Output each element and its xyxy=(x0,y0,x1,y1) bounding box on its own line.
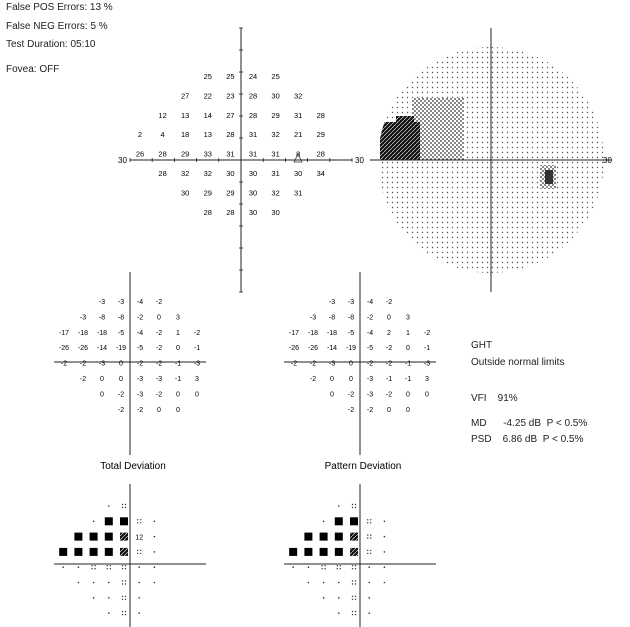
prob-symbol-p2 xyxy=(122,580,126,584)
deviation-value: -3 xyxy=(347,299,355,306)
prob-symbol-p05 xyxy=(335,548,343,556)
prob-symbol-normal xyxy=(308,566,310,568)
threshold-value: 30 xyxy=(226,169,235,178)
prob-symbol-normal xyxy=(323,521,325,523)
prob-symbol-normal xyxy=(384,551,386,553)
prob-symbol-p05 xyxy=(289,548,297,556)
total-deviation-map xyxy=(54,272,206,472)
prob-symbol-p1 xyxy=(120,533,128,541)
pattern-deviation-probability-map xyxy=(284,484,436,627)
deviation-value: 0 xyxy=(425,391,429,399)
deviation-value: -18 xyxy=(307,329,319,337)
deviation-value: -8 xyxy=(98,314,106,322)
threshold-value: 25 xyxy=(226,72,235,81)
psd-value: PSD 6.86 dB P < 0.5% xyxy=(471,434,584,445)
prob-symbol-p05 xyxy=(105,533,113,541)
deviation-value: -26 xyxy=(288,345,300,353)
deviation-value: -1 xyxy=(174,360,182,368)
prob-symbol-p05 xyxy=(320,533,328,541)
deviation-value: -3 xyxy=(98,360,106,368)
deviation-value: 0 xyxy=(387,314,391,322)
threshold-value: 14 xyxy=(203,110,212,120)
prob-symbol-normal xyxy=(93,597,95,599)
threshold-value: 30 xyxy=(271,91,280,101)
prob-symbol-normal xyxy=(154,566,156,568)
prob-symbol-normal xyxy=(108,597,110,599)
prob-symbol-p05 xyxy=(105,517,113,525)
deviation-value: -8 xyxy=(328,314,336,322)
threshold-value: 27 xyxy=(226,110,235,120)
deviation-value: -3 xyxy=(98,299,106,306)
prob-symbol-normal xyxy=(384,536,386,538)
deviation-value: -18 xyxy=(96,329,108,337)
deviation-value: -3 xyxy=(366,376,374,383)
threshold-value: 24 xyxy=(248,72,258,81)
prob-symbol-p1 xyxy=(120,548,128,556)
prob-symbol-p2 xyxy=(367,534,371,538)
deviation-value: 0 xyxy=(195,391,199,399)
deviation-value: 0 xyxy=(119,360,123,368)
threshold-value: 31 xyxy=(271,149,280,159)
prob-symbol-p1 xyxy=(350,548,358,556)
deviation-value: -1 xyxy=(193,345,201,353)
threshold-value: 30 xyxy=(294,169,303,178)
deviation-value: -3 xyxy=(155,376,163,383)
prob-symbol-p2 xyxy=(107,565,111,569)
threshold-value: 13 xyxy=(203,130,212,140)
deviation-value: 0 xyxy=(100,376,104,383)
threshold-value: 29 xyxy=(226,188,235,198)
threshold-value: 29 xyxy=(271,110,280,120)
threshold-value: 12 xyxy=(158,110,167,120)
deviation-value: -17 xyxy=(288,329,300,337)
deviation-value: -3 xyxy=(117,299,125,306)
threshold-value: 23 xyxy=(226,91,235,101)
deviation-value: -4 xyxy=(366,299,374,306)
prob-symbol-p05 xyxy=(90,533,98,541)
deviation-value: -18 xyxy=(326,329,338,337)
ght-title: GHT xyxy=(471,340,493,351)
prob-symbol-p05 xyxy=(105,548,113,556)
threshold-value: 25 xyxy=(203,72,212,81)
prob-symbol-normal xyxy=(384,582,386,584)
deviation-value: -2 xyxy=(366,360,374,368)
threshold-value: 28 xyxy=(316,110,325,120)
deviation-value: 3 xyxy=(195,376,199,383)
threshold-value: 29 xyxy=(203,188,212,198)
threshold-axis-label-left: 30 xyxy=(118,156,127,165)
threshold-value: 28 xyxy=(316,149,325,159)
deviation-value: -2 xyxy=(385,345,393,353)
deviation-value: -2 xyxy=(60,360,68,368)
greyscale-axis-label-right: 30 xyxy=(603,156,612,165)
deviation-value: -2 xyxy=(347,391,355,399)
deviation-value: -3 xyxy=(79,314,87,322)
prob-symbol-p2 xyxy=(122,611,126,615)
deviation-value: 1 xyxy=(176,329,180,337)
deviation-value: -2 xyxy=(366,314,374,322)
prob-symbol-p05 xyxy=(350,517,358,525)
deviation-value: -3 xyxy=(423,360,431,368)
total-deviation-probability-map xyxy=(54,484,206,627)
threshold-value: 30 xyxy=(248,207,258,217)
prob-symbol-normal xyxy=(368,582,370,584)
deviation-value: 0 xyxy=(330,376,334,383)
threshold-value: 28 xyxy=(158,149,167,159)
prob-symbol-p2 xyxy=(137,550,141,554)
prob-symbol-p2 xyxy=(367,519,371,523)
deviation-value: -2 xyxy=(385,299,393,306)
pattern-deviation-map xyxy=(284,272,436,472)
deviation-value: -4 xyxy=(136,329,144,337)
deviation-value: 0 xyxy=(157,314,161,322)
prob-symbol-normal xyxy=(308,582,310,584)
prob-symbol-normal xyxy=(108,612,110,614)
threshold-value: 28 xyxy=(226,130,235,140)
prob-symbol-normal xyxy=(323,597,325,599)
threshold-value: 34 xyxy=(316,169,325,178)
prob-symbol-p2 xyxy=(367,550,371,554)
deviation-value: 0 xyxy=(349,360,353,368)
prob-symbol-p05 xyxy=(90,548,98,556)
prob-symbol-p05 xyxy=(320,548,328,556)
deviation-value: -18 xyxy=(77,329,89,337)
deviation-value: -2 xyxy=(136,406,144,414)
deviation-value: -2 xyxy=(385,360,393,368)
deviation-value: -3 xyxy=(328,360,336,368)
prob-symbol-p05 xyxy=(304,533,312,541)
pattern-deviation-label: Pattern Deviation xyxy=(324,461,402,472)
prob-symbol-p2 xyxy=(122,565,126,569)
deviation-value: 0 xyxy=(176,391,180,399)
threshold-value: 28 xyxy=(248,110,258,120)
deviation-value: 0 xyxy=(119,376,123,383)
threshold-map xyxy=(118,28,364,292)
threshold-value: 2 xyxy=(137,130,143,140)
prob-symbol-p05 xyxy=(335,517,343,525)
deviation-value: -5 xyxy=(366,345,374,353)
deviation-value: -2 xyxy=(155,360,163,368)
prob-symbol-normal xyxy=(62,566,64,568)
prob-symbol-normal xyxy=(154,536,156,538)
prob-symbol-normal xyxy=(323,582,325,584)
deviation-value: -2 xyxy=(136,360,144,368)
prob-symbol-normal xyxy=(384,521,386,523)
prob-symbol-normal xyxy=(338,597,340,599)
threshold-value: 13 xyxy=(181,110,190,120)
deviation-value: 1 xyxy=(406,329,410,337)
deviation-value: -3 xyxy=(193,360,201,368)
threshold-value: 31 xyxy=(248,130,258,140)
fovea-status: Fovea: OFF xyxy=(6,64,60,75)
threshold-value: 33 xyxy=(203,149,212,159)
deviation-value: 0 xyxy=(406,391,410,399)
deviation-value: 0 xyxy=(176,345,180,353)
deviation-value: 0 xyxy=(406,345,410,353)
prob-symbol-normal xyxy=(138,566,140,568)
prob-symbol-p2 xyxy=(321,565,325,569)
prob-symbol-p05 xyxy=(335,533,343,541)
deviation-value: 0 xyxy=(330,391,334,399)
prob-symbol-p2 xyxy=(122,596,126,600)
deviation-value: 0 xyxy=(176,406,180,414)
deviation-value: 0 xyxy=(387,406,391,414)
deviation-value: 3 xyxy=(176,314,180,322)
threshold-value: 30 xyxy=(271,207,280,217)
prob-symbol-p2 xyxy=(352,504,356,508)
vfi-value: VFI 91% xyxy=(471,393,518,404)
threshold-value: 32 xyxy=(294,91,303,101)
deviation-value: 3 xyxy=(406,314,410,322)
prob-symbol-normal xyxy=(78,582,80,584)
threshold-value: 31 xyxy=(271,169,280,178)
deviation-value: -14 xyxy=(326,345,338,353)
deviation-value: -2 xyxy=(117,406,125,414)
prob-symbol-p2 xyxy=(352,565,356,569)
threshold-value: 18 xyxy=(181,130,190,140)
prob-symbol-normal xyxy=(154,551,156,553)
ght-value: Outside normal limits xyxy=(471,357,565,368)
prob-symbol-p05 xyxy=(74,533,82,541)
deviation-value: -8 xyxy=(347,314,355,322)
prob-symbol-p05 xyxy=(120,517,128,525)
prob-symbol-normal xyxy=(93,582,95,584)
prob-symbol-normal xyxy=(368,566,370,568)
threshold-value: 4 xyxy=(160,130,165,140)
deviation-value: -14 xyxy=(96,345,108,353)
deviation-value: 0 xyxy=(100,391,104,399)
false-pos-errors: False POS Errors: 13 % xyxy=(6,2,113,13)
prob-symbol-normal xyxy=(338,582,340,584)
deviation-value: -2 xyxy=(347,406,355,414)
prob-symbol-p2 xyxy=(91,565,95,569)
deviation-value: -2 xyxy=(79,376,87,383)
prob-symbol-normal xyxy=(368,597,370,599)
deviation-value: -19 xyxy=(345,345,357,353)
threshold-value: 32 xyxy=(271,130,280,140)
deviation-value: -1 xyxy=(423,345,431,353)
deviation-value: -5 xyxy=(117,329,125,337)
threshold-value: 8 xyxy=(296,149,301,159)
deviation-value: -1 xyxy=(385,376,393,383)
prob-symbol-p2 xyxy=(352,580,356,584)
prob-symbol-normal xyxy=(138,612,140,614)
prob-symbol-normal xyxy=(138,597,140,599)
prob-symbol-p2 xyxy=(137,519,141,523)
prob-symbol-p2 xyxy=(352,596,356,600)
threshold-value: 21 xyxy=(294,130,303,140)
prob-symbol-normal xyxy=(384,566,386,568)
prob-symbol-normal xyxy=(338,612,340,614)
prob-symbol-normal xyxy=(338,505,340,507)
deviation-value: -3 xyxy=(136,376,144,383)
prob-symbol-p05 xyxy=(304,548,312,556)
threshold-value: 31 xyxy=(294,110,303,120)
deviation-value: -3 xyxy=(366,391,374,399)
threshold-value: 30 xyxy=(181,188,190,198)
prob-symbol-normal xyxy=(154,582,156,584)
threshold-value: 32 xyxy=(203,169,212,178)
total-deviation-label: Total Deviation xyxy=(100,461,166,472)
greyscale-map xyxy=(370,28,612,292)
deviation-value: -17 xyxy=(58,329,70,337)
prob-symbol-normal xyxy=(78,566,80,568)
threshold-value: 30 xyxy=(248,188,258,198)
threshold-value: 22 xyxy=(203,91,212,101)
deviation-value: -2 xyxy=(136,314,144,322)
deviation-value: -3 xyxy=(136,391,144,399)
prob-symbol-normal xyxy=(292,566,294,568)
threshold-value: 29 xyxy=(316,130,325,140)
deviation-value: -2 xyxy=(79,360,87,368)
deviation-value: -1 xyxy=(404,360,412,368)
prob-symbol-p2 xyxy=(337,565,341,569)
prob-symbol-normal xyxy=(108,505,110,507)
deviation-value: 0 xyxy=(157,406,161,414)
false-neg-errors: False NEG Errors: 5 % xyxy=(6,21,108,32)
threshold-axis-label-right: 30 xyxy=(355,156,364,165)
deviation-value: -2 xyxy=(155,299,163,306)
threshold-value: 32 xyxy=(271,188,280,198)
deviation-value: -1 xyxy=(404,376,412,383)
prob-symbol-normal xyxy=(138,582,140,584)
deviation-value: -3 xyxy=(328,299,336,306)
threshold-value: 31 xyxy=(294,188,303,198)
prob-symbol-p05 xyxy=(59,548,67,556)
threshold-value: 25 xyxy=(271,72,280,81)
md-value: MD -4.25 dB P < 0.5% xyxy=(471,418,588,429)
deviation-value: -26 xyxy=(307,345,319,353)
deviation-value: -3 xyxy=(309,314,317,322)
test-duration: Test Duration: 05:10 xyxy=(6,39,96,50)
prob-symbol-normal xyxy=(108,582,110,584)
deviation-value: -2 xyxy=(117,391,125,399)
threshold-value: 31 xyxy=(226,149,235,159)
deviation-value: -2 xyxy=(193,329,201,337)
prob-symbol-normal xyxy=(93,521,95,523)
deviation-value: -2 xyxy=(290,360,298,368)
threshold-value: 29 xyxy=(181,149,190,159)
deviation-value: -26 xyxy=(58,345,70,353)
threshold-value: 32 xyxy=(181,169,190,178)
deviation-value: 0 xyxy=(349,376,353,383)
prob-symbol-p2 xyxy=(352,611,356,615)
threshold-value: 28 xyxy=(248,91,258,101)
deviation-value: -5 xyxy=(136,345,144,353)
prob-symbol-p05 xyxy=(74,548,82,556)
deviation-value: -2 xyxy=(309,360,317,368)
deviation-value: -4 xyxy=(136,299,144,306)
deviation-value: -2 xyxy=(155,391,163,399)
threshold-value: 30 xyxy=(248,169,258,178)
prob-symbol-normal xyxy=(368,612,370,614)
prob-symbol-text: 12 xyxy=(135,534,144,542)
deviation-value: 0 xyxy=(406,406,410,414)
prob-symbol-normal xyxy=(154,521,156,523)
deviation-value: -2 xyxy=(309,376,317,383)
deviation-value: -2 xyxy=(366,406,374,414)
threshold-value: 28 xyxy=(203,207,212,217)
deviation-value: -19 xyxy=(115,345,127,353)
prob-symbol-p2 xyxy=(122,504,126,508)
deviation-value: -1 xyxy=(174,376,182,383)
deviation-value: -2 xyxy=(385,391,393,399)
prob-symbol-p1 xyxy=(350,533,358,541)
deviation-value: 2 xyxy=(387,329,391,337)
threshold-value: 31 xyxy=(248,149,258,159)
deviation-value: -26 xyxy=(77,345,89,353)
threshold-value: 26 xyxy=(135,149,145,159)
threshold-value: 28 xyxy=(226,207,235,217)
deviation-value: -2 xyxy=(155,329,163,337)
deviation-value: -4 xyxy=(366,329,374,337)
threshold-value: 28 xyxy=(158,169,167,178)
threshold-value: 27 xyxy=(181,91,190,101)
deviation-value: 3 xyxy=(425,376,429,383)
deviation-value: -5 xyxy=(347,329,355,337)
deviation-value: -8 xyxy=(117,314,125,322)
deviation-value: -2 xyxy=(155,345,163,353)
deviation-value: -2 xyxy=(423,329,431,337)
